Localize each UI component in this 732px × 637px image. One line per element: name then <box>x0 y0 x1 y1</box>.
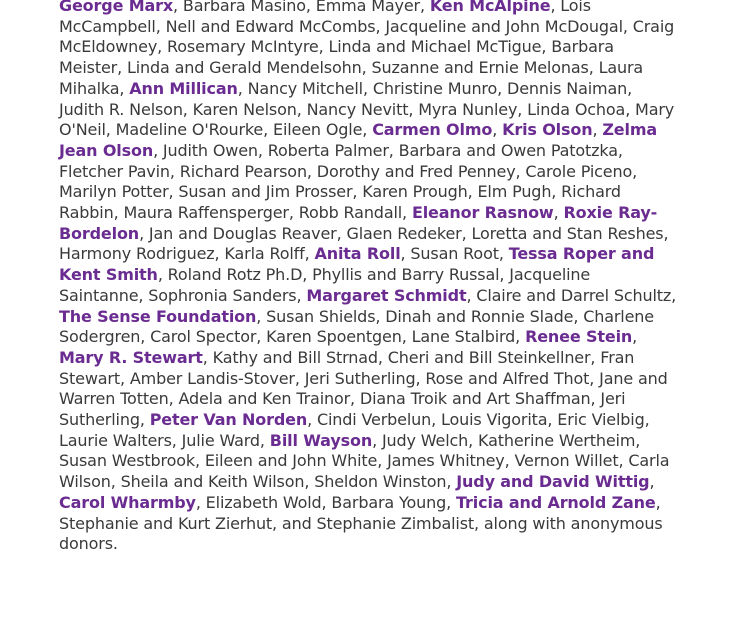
donor-names-text: , Barbara Masino, Emma Mayer, <box>173 0 430 15</box>
donor-names-text: , <box>632 327 638 347</box>
donor-names-text: , Judy Welch, Katherine Wertheim, Susan Westbrook, Eileen and John White, James Whitney, Vernon Willet, Carla Wilson, Sheila and Keith Wilson, Sheldon Winston, <box>59 430 670 492</box>
highlighted-donor-name: Carmen Olmo <box>372 120 493 140</box>
highlighted-donor-name: Ken McAlpine <box>429 0 551 15</box>
highlighted-donor-name: Bill Wayson <box>269 430 373 450</box>
donor-names-text: , <box>649 472 655 492</box>
highlighted-donor-name: Mary R. Stewart <box>59 347 203 367</box>
highlighted-donor-name: George Marx <box>59 0 174 15</box>
donor-names-text: , <box>492 120 503 140</box>
donor-names-text: , Nancy Mitchell, Christine Munro, Dennis Naiman, Judith R. Nelson, Karen Nelson, Nancy Nevitt, Myra Nunley, Linda Ochoa, Mary O'Neil, Madeline O'Rourke, Eileen Ogle, <box>59 78 675 140</box>
highlighted-donor-name: Renee Stein <box>525 327 633 347</box>
donor-names-text: , Susan Root, <box>400 244 509 264</box>
donor-names-text: , Roland Rotz Ph.D, Phyllis and Barry Russal, Jacqueline Saintanne, Sophronia Sanders, <box>59 265 591 305</box>
highlighted-donor-name: Ann Millican <box>129 78 238 98</box>
donor-names-text: , Susan Shields, Dinah and Ronnie Slade, Charlene Sodergren, Carol Spector, Karen Spoentgen, Lane Stalbird, <box>59 306 654 347</box>
donor-names-text: , Elizabeth Wold, Barbara Young, <box>195 492 457 512</box>
highlighted-donor-name: Anita Roll <box>314 244 401 264</box>
highlighted-donor-name: Roxie Ray-Bordelon <box>59 203 658 243</box>
highlighted-donor-name: Judy and David Wittig <box>456 472 650 492</box>
highlighted-donor-name: Margaret Schmidt <box>306 285 467 305</box>
highlighted-donor-name: Tessa Roper and Kent Smith <box>59 244 655 285</box>
donor-list-paragraph <box>59 0 679 555</box>
highlighted-donor-name: Tricia and Arnold Zane <box>456 492 656 512</box>
donor-names-text: , Judith Owen, Roberta Palmer, Barbara and Owen Patotzka, Fletcher Pavin, Richard Pearson, Dorothy and Fred Penney, Carole Piceno, Marilyn Potter, Susan and Jim Prosser, Karen Prough, Elm Pugh, Richard Rabbin, Maura Raffensperger, Robb Randall, <box>59 140 638 223</box>
donor-names-text: , Jan and Douglas Reaver, Glaen Redeker, Loretta and Stan Reshes, Harmony Rodriguez, Karla Rolff, <box>59 223 669 264</box>
donor-names-text: , Cindi Verbelun, Louis Vigorita, Eric Vielbig, Laurie Walters, Julie Ward, <box>59 410 650 450</box>
donor-names-text: , Stephanie and Kurt Zierhut, and Stephanie Zimbalist, along with anonymous donors. <box>59 492 663 554</box>
highlighted-donor-name: Peter Van Norden <box>149 410 308 430</box>
highlighted-donor-name: Carol Wharmby <box>59 492 196 512</box>
highlighted-donor-name: Kris Olson <box>502 120 593 140</box>
donor-names-text: , Kathy and Bill Strnad, Cheri and Bill Steinkellner, Fran Stewart, Amber Landis-Stover, Jeri Sutherling, Rose and Alfred Thot, Jane and Warren Totten, Adela and Ken Trainor, Diana Troik and Art Shaffman, Jeri Sutherling, <box>59 347 668 430</box>
highlighted-donor-name: Eleanor Rasnow <box>411 203 554 223</box>
donor-names-text: , <box>592 120 603 140</box>
highlighted-donor-name: Zelma Jean Olson <box>59 120 657 160</box>
donor-names-text: , Claire and Darrel Schultz, <box>466 285 677 305</box>
highlighted-donor-name: The Sense Foundation <box>59 306 257 326</box>
donor-names-text: , Lois McCampbell, Nell and Edward McCombs, Jacqueline and John McDougal, Craig McEldowney, Rosemary McIntyre, Linda and Michael McTigue, Barbara Meister, Linda and Gerald Mendelsohn, Suzanne and Ernie Melonas, Laura Mihalka, <box>59 0 675 98</box>
donor-names-text: , <box>553 203 564 223</box>
